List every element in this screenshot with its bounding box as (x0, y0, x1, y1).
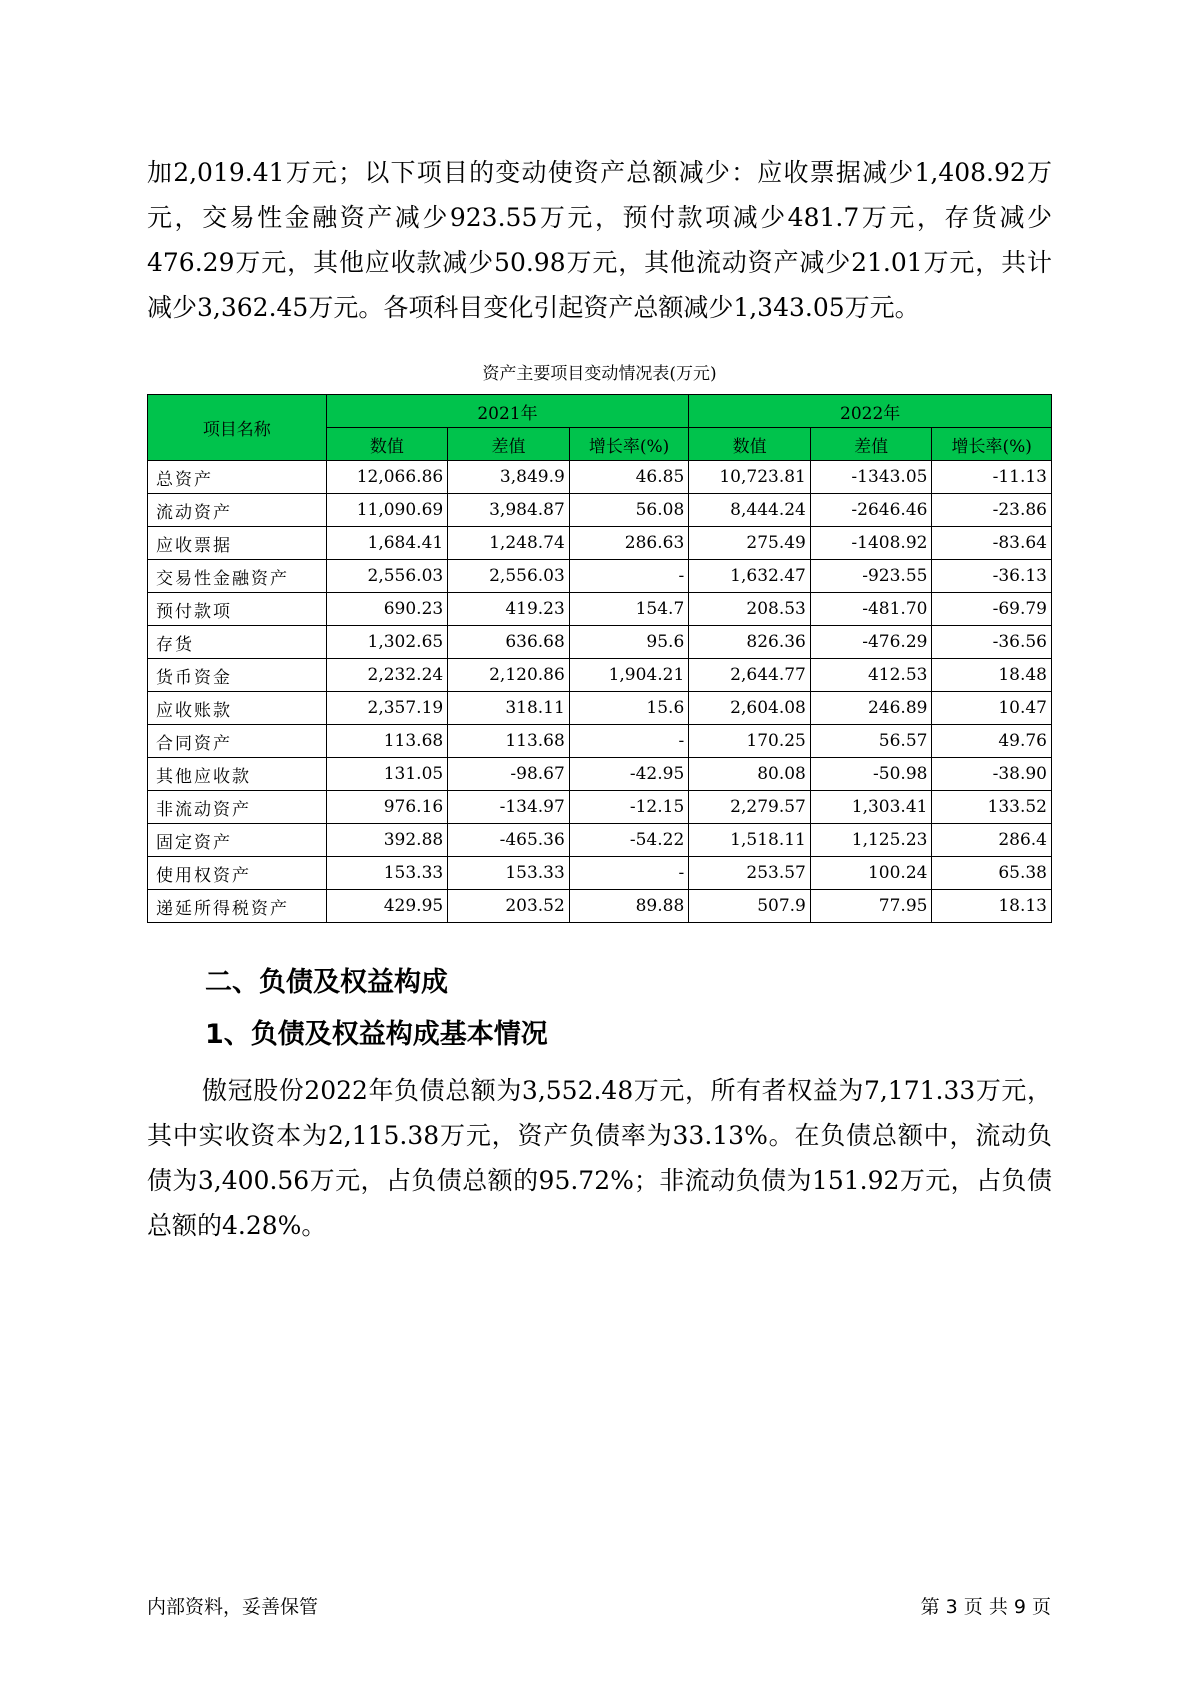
cell-diff-2022: 1,303.41 (810, 791, 932, 824)
cell-diff-2022: -50.98 (810, 758, 932, 791)
cell-value-2022: 275.49 (689, 527, 811, 560)
cell-diff-2022: -2646.46 (810, 494, 932, 527)
cell-diff-2021: 203.52 (448, 890, 570, 923)
footer-confidential-note: 内部资料，妥善保管 (147, 1596, 319, 1618)
cell-growth-2021: - (569, 560, 688, 593)
cell-value-2022: 507.9 (689, 890, 811, 923)
table-caption: 资产主要项目变动情况表(万元) (482, 364, 717, 384)
cell-value-2021: 429.95 (326, 890, 448, 923)
header-diff-2022: 差值 (810, 428, 932, 461)
cell-diff-2022: -481.70 (810, 593, 932, 626)
cell-value-2022: 1,518.11 (689, 824, 811, 857)
cell-value-2021: 153.33 (326, 857, 448, 890)
header-growth-2021: 增长率(%) (569, 428, 688, 461)
cell-value-2021: 2,232.24 (326, 659, 448, 692)
body-paragraph-liabilities: 傲冠股份2022年负债总额为3,552.48万元，所有者权益为7,171.33万元，其中实收资本为2,115.38万元，资产负债率为33.13%。在负债总额中，流动负债为3,400.56万元，占负债总额的95.72%；非流动负债为151.92万元，占负债总额的4.28%。 (147, 1076, 1053, 1240)
cell-diff-2021: -465.36 (448, 824, 570, 857)
cell-value-2021: 11,090.69 (326, 494, 448, 527)
table-row (148, 626, 1052, 659)
cell-growth-2022: -11.13 (932, 461, 1052, 494)
cell-item-name: 固定资产 (148, 824, 327, 857)
cell-item-name: 流动资产 (148, 494, 327, 527)
cell-value-2021: 12,066.86 (326, 461, 448, 494)
cell-value-2021: 976.16 (326, 791, 448, 824)
section-heading: 二、负债及权益构成 (205, 967, 448, 998)
cell-diff-2021: 2,120.86 (448, 659, 570, 692)
table-header-row-years (148, 395, 1052, 428)
cell-growth-2021: 56.08 (569, 494, 688, 527)
cell-diff-2021: 419.23 (448, 593, 570, 626)
table-row (148, 890, 1052, 923)
cell-growth-2022: 10.47 (932, 692, 1052, 725)
cell-value-2022: 208.53 (689, 593, 811, 626)
cell-growth-2021: -54.22 (569, 824, 688, 857)
cell-growth-2021: 15.6 (569, 692, 688, 725)
cell-diff-2021: 318.11 (448, 692, 570, 725)
cell-value-2022: 8,444.24 (689, 494, 811, 527)
cell-diff-2022: -1408.92 (810, 527, 932, 560)
cell-diff-2022: 56.57 (810, 725, 932, 758)
header-diff-2021: 差值 (448, 428, 570, 461)
cell-item-name: 应收账款 (148, 692, 327, 725)
table-row (148, 725, 1052, 758)
cell-item-name: 总资产 (148, 461, 327, 494)
cell-diff-2021: 153.33 (448, 857, 570, 890)
cell-item-name: 其他应收款 (148, 758, 327, 791)
cell-growth-2022: -36.13 (932, 560, 1052, 593)
cell-value-2022: 80.08 (689, 758, 811, 791)
cell-growth-2022: 18.48 (932, 659, 1052, 692)
cell-item-name: 使用权资产 (148, 857, 327, 890)
table-row (148, 527, 1052, 560)
table-row (148, 758, 1052, 791)
cell-item-name: 交易性金融资产 (148, 560, 327, 593)
cell-growth-2022: -38.90 (932, 758, 1052, 791)
cell-growth-2021: - (569, 857, 688, 890)
cell-value-2021: 1,684.41 (326, 527, 448, 560)
assets-change-table (147, 394, 1052, 923)
footer-page-number: 第 3 页 共 9 页 (920, 1596, 1051, 1618)
cell-value-2021: 392.88 (326, 824, 448, 857)
header-value-2021: 数值 (326, 428, 448, 461)
cell-value-2021: 2,556.03 (326, 560, 448, 593)
cell-diff-2022: 1,125.23 (810, 824, 932, 857)
table-row (148, 494, 1052, 527)
table-row (148, 857, 1052, 890)
cell-value-2021: 131.05 (326, 758, 448, 791)
cell-item-name: 合同资产 (148, 725, 327, 758)
cell-diff-2022: -476.29 (810, 626, 932, 659)
cell-growth-2021: 154.7 (569, 593, 688, 626)
cell-diff-2021: 1,248.74 (448, 527, 570, 560)
table-row (148, 791, 1052, 824)
cell-diff-2022: -923.55 (810, 560, 932, 593)
table-row (148, 560, 1052, 593)
cell-diff-2022: -1343.05 (810, 461, 932, 494)
cell-value-2021: 113.68 (326, 725, 448, 758)
cell-growth-2022: 65.38 (932, 857, 1052, 890)
cell-growth-2021: 95.6 (569, 626, 688, 659)
cell-growth-2021: 286.63 (569, 527, 688, 560)
cell-growth-2022: -83.64 (932, 527, 1052, 560)
cell-item-name: 应收票据 (148, 527, 327, 560)
header-item-name: 项目名称 (148, 395, 327, 461)
cell-value-2022: 2,644.77 (689, 659, 811, 692)
body-paragraph-assets-decrease: 加2,019.41万元；以下项目的变动使资产总额减少：应收票据减少1,408.92万元，交易性金融资产减少923.55万元，预付款项减少481.7万元，存货减少476.29万元，其他应收款减少50.98万元，其他流动资产减少21.01万元，共计减少3,362.45万元。各项科目变化引起资产总额减少1,343.05万元。 (147, 158, 1052, 322)
cell-item-name: 存货 (148, 626, 327, 659)
cell-value-2022: 253.57 (689, 857, 811, 890)
table-row (148, 659, 1052, 692)
header-year-2021: 2021年 (326, 395, 689, 428)
table-body (148, 461, 1052, 923)
cell-item-name: 预付款项 (148, 593, 327, 626)
cell-diff-2021: 3,849.9 (448, 461, 570, 494)
subsection-heading: 1、负债及权益构成基本情况 (205, 1019, 548, 1050)
cell-diff-2021: 2,556.03 (448, 560, 570, 593)
cell-value-2021: 2,357.19 (326, 692, 448, 725)
cell-value-2022: 1,632.47 (689, 560, 811, 593)
cell-growth-2021: -42.95 (569, 758, 688, 791)
table-row (148, 461, 1052, 494)
cell-diff-2021: 636.68 (448, 626, 570, 659)
header-growth-2022: 增长率(%) (932, 428, 1052, 461)
cell-item-name: 递延所得税资产 (148, 890, 327, 923)
cell-value-2022: 826.36 (689, 626, 811, 659)
cell-growth-2021: 89.88 (569, 890, 688, 923)
cell-value-2022: 2,279.57 (689, 791, 811, 824)
cell-growth-2022: 133.52 (932, 791, 1052, 824)
cell-diff-2021: -98.67 (448, 758, 570, 791)
cell-diff-2022: 246.89 (810, 692, 932, 725)
cell-growth-2022: -23.86 (932, 494, 1052, 527)
cell-growth-2022: 18.13 (932, 890, 1052, 923)
cell-item-name: 非流动资产 (148, 791, 327, 824)
cell-value-2022: 2,604.08 (689, 692, 811, 725)
cell-diff-2021: -134.97 (448, 791, 570, 824)
cell-diff-2022: 412.53 (810, 659, 932, 692)
cell-diff-2022: 77.95 (810, 890, 932, 923)
cell-growth-2022: -69.79 (932, 593, 1052, 626)
cell-growth-2021: - (569, 725, 688, 758)
cell-value-2021: 690.23 (326, 593, 448, 626)
cell-value-2022: 10,723.81 (689, 461, 811, 494)
cell-growth-2022: 49.76 (932, 725, 1052, 758)
table-row (148, 692, 1052, 725)
cell-diff-2021: 113.68 (448, 725, 570, 758)
cell-item-name: 货币资金 (148, 659, 327, 692)
table-row (148, 593, 1052, 626)
cell-diff-2022: 100.24 (810, 857, 932, 890)
table-row (148, 824, 1052, 857)
header-year-2022: 2022年 (689, 395, 1052, 428)
cell-growth-2022: -36.56 (932, 626, 1052, 659)
cell-growth-2022: 286.4 (932, 824, 1052, 857)
cell-diff-2021: 3,984.87 (448, 494, 570, 527)
cell-growth-2021: 1,904.21 (569, 659, 688, 692)
cell-value-2022: 170.25 (689, 725, 811, 758)
header-value-2022: 数值 (689, 428, 811, 461)
cell-growth-2021: -12.15 (569, 791, 688, 824)
cell-growth-2021: 46.85 (569, 461, 688, 494)
cell-value-2021: 1,302.65 (326, 626, 448, 659)
